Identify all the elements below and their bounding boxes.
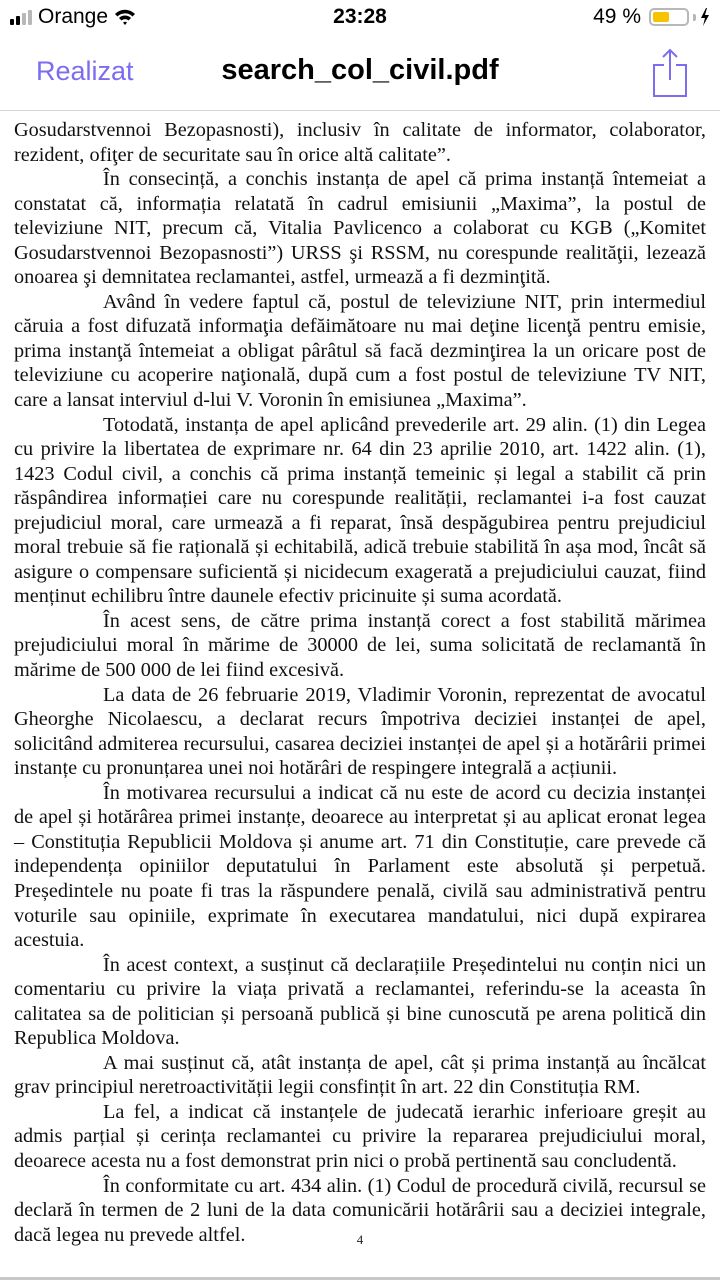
battery-level [653, 12, 669, 22]
paragraph: În acest sens, de către prima instanță corect a fost stabilită mărimea prejudiciului moral în mărime de 30000 de lei, suma solicitată de reclamantă în mărime de 500 000 de lei fiind excesivă. [14, 609, 706, 682]
paragraph: Gosudarstvennoi Bezopasnosti), inclusiv în calitate de informator, colaborator, rezident, ofiţer de securitate sau în orice altă calitate”. [14, 119, 706, 166]
page-number: 4 [356, 1232, 364, 1247]
battery-icon [649, 8, 689, 26]
status-right [593, 5, 710, 29]
charging-bolt-icon [700, 8, 710, 26]
pdf-page-content [14, 118, 706, 1247]
battery-tip [693, 14, 696, 21]
battery-percent: 49 % [593, 5, 641, 28]
paragraph: La fel, a indicat că instanțele de judecată ierarhic inferioare greșit au admis parțial și cerința reclamantei cu privire la repararea prejudiciului moral, deoarece acesta nu a fost demonstrat prin nici o probă pertinentă sau concludentă. [14, 1100, 706, 1172]
paragraph: La data de 26 februarie 2019, Vladimir Voronin, reprezentat de avocatul Gheorghe Nicolaescu, a declarat recurs împotriva deciziei instanței de apel, solicitând admiterea recursului, casarea deciziei instanței de apel și a hotărârii primei instanțe cu pronunțarea unei noi hotărâri de respingere integrală a acțiunii. [14, 683, 706, 780]
paragraph: Totodată, instanța de apel aplicând prevederile art. 29 alin. (1) din Legea cu privire la libertatea de exprimare nr. 64 din 23 aprilie 2010, art. 1422 alin. (1), 1423 Codul civil, a conchis că prima instanță temeinic și legal a stabilit că prin răspândirea informației care nu corespunde realității, reclamantei i-a fost cauzat prejudiciul moral, care urmează a fi reparat, însă despăgubirea pentru prejudiciul moral trebuie să fie rațională și echitabilă, adică trebuie stabilită în așa mod, încât să asigure o compensare suficientă și nicidecum exagerată a prejudiciului cauzat, fiind menținut echilibru între daunele efectiv pricinuite și suma acordată. [14, 413, 706, 608]
navigation-bar [0, 38, 720, 111]
paragraph: În consecință, a conchis instanța de apel că prima instanță întemeiat a constatat că, informația relatată în cadrul emisiunii „Maxima”, la postul de televiziune NIT, precum că, Vitalia Pavlicenco a colaborat cu KGB („Komitet Gosudarstvennoi Bezopasnosti”) URSS şi RSSM, nu corespunde realităţii, lezează onoarea şi demnitatea reclamantei, astfel, urmează a fi dezminţită. [14, 168, 706, 289]
paragraph: În motivarea recursului a indicat că nu este de acord cu decizia instanței de apel și hotărârea primei instanțe, deoarece au interpretat și au aplicat eronat legea – Constituția Republicii Moldova și anume art. 71 din Constituție, care prevede că independența opiniilor deputatului în Parlament este absolută și perpetuă. Președintele nu poate fi tras la răspundere penală, civilă sau administrativă pentru voturile sau opiniile, exprimate în executarea mandatului, nici după expirarea acestuia. [14, 781, 706, 952]
done-button[interactable]: Realizat [36, 56, 134, 86]
paragraph: În acest context, a susținut că declarațiile Președintelui nu conțin nici un comentariu cu privire la viața privată a reclamantei, referindu-se la aceasta în calitatea sa de politician și persoană publică și bine cunoscută pe arena politică din Republica Moldova. [14, 953, 706, 1050]
status-time: 23:28 [333, 5, 387, 28]
paragraph: A mai susținut că, atât instanța de apel, cât și prima instanță au încălcat grav principiul neretroactivității legii consfințit în art. 22 din Constituția RM. [14, 1051, 706, 1099]
carrier-name: Orange [38, 5, 109, 28]
status-bar [0, 0, 720, 38]
share-icon[interactable] [650, 48, 690, 98]
paragraph: Având în vedere faptul că, postul de televiziune NIT, prin intermediul căruia a fost difuzată informaţia defăimătoare nu mai deţine licenţă pentru emisie, prima instanţă întemeiat a obligat pârâtul să facă dezminţirea la un oricare post de televiziune cu acoperire naţională, după cum a fost postul de televiziune TV NIT, care a lansat interviul d-lui V. Voronin în emisiunea „Maxima”. [14, 290, 706, 412]
document-title: search_col_civil.pdf [221, 54, 499, 86]
paragraph: În conformitate cu art. 434 alin. (1) Codul de procedură civilă, recursul se declară în termen de 2 luni de la data comunicării hotărârii sau a deciziei integrale, dacă legea nu prevede altfel. [14, 1174, 706, 1246]
